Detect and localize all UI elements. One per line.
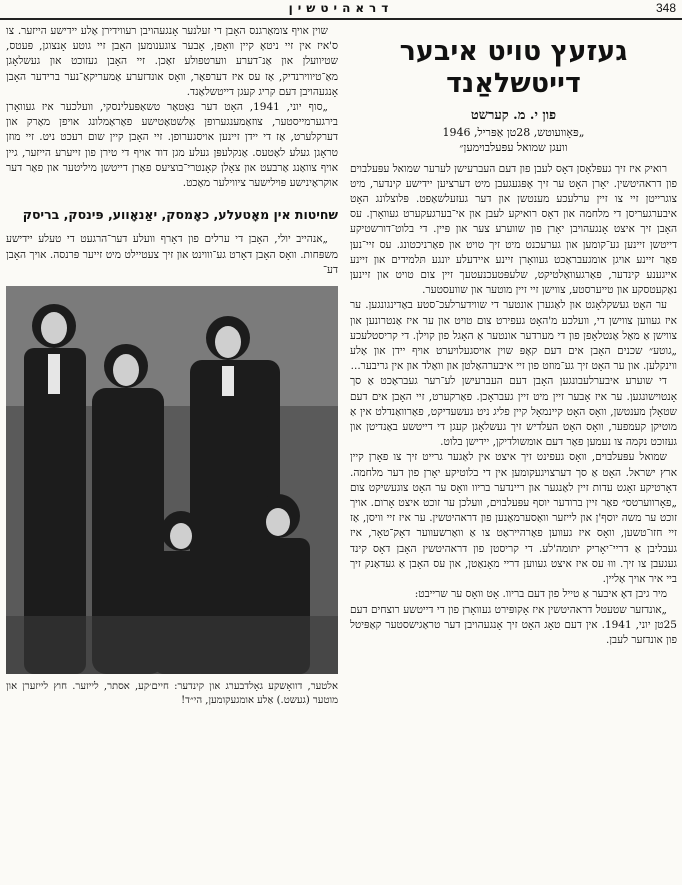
left-paragraph: „סוף יוני, 1941, האָט דער נאַטאַר טשאַפּעלינסקי, וועלכער איז געוואָרן בירגערמייסטער, צוזאַמענגערופן אַלשטאַטישע פאַראַמלונג אויפן מאַרק און דערקלערט, אַז די יידן זיינען אויסגערופן. זיי האָבן קיין שום רעכט ניט. זיי מוזן טראָגן געלע לאַטעס. אַנקלעפּן געלע מגן דוד אויף די טירן פון זייערע הייזער, גיין אויף צוואַנג אַרבעט און צאָלן קאָנטרי־בוציעס פאַרן דייטשן מיליטער און פאַר דער אוקראַינישע פּוילישער ציווילער מאַכט.	[6, 101, 338, 190]
left-column	[6, 24, 338, 880]
article-dedication: וועגן שמואל עפּעלבוימען״	[459, 141, 568, 155]
article-column	[350, 30, 677, 880]
photo-caption: אלטער, דוואָשקע גאָלדבערג און קינדער: חיים׳קע, אסתר, לייזער. חוץ לייזערן און מוטער (געשט.) אַלע אומגעקומען, הי״ד!	[6, 681, 338, 707]
article-paragraph: רואיק איז זיך געפּלאָסן דאָס לעבן פון דעם העברעישן לערער שמואל עפּעלבוים פון דראהיטשין. יאָרן האָט ער זיך אָפּגעגעבן מיט דערציען יידישע קינדער, מיט צוגרייטן זיי צו זיין ערלעכע מענטשן און דער געזעלשאַפט. פּלוצלונג האָט איבערגעריסן די מלחמה און דאָס רואיקע לעבן און אי־בערגעקערט געוואָרן. עס האָבן זיך איצט אָנגעהויבן יאָרן פון שווערע צער און פּיין. די בלוט־דורשטיקע דייטשן זיינען גע־קומען און גערעכנט מיט זיך טויט און פאַרניכטונג. עס זיי־נען פאַר זיינע אויגן אומגעבראַכט געוואָרן זיינע איידעלע יונגע תּלמידים און זיינע אייגענע קינדער, פאַרגעוואַלטיקט, שלעפּטעכנעטעך זיין צום טויט און זיינען נאַקעטסקע און טייערסטע, צווישן זיי זיין מוטער און שוועסטער.	[350, 162, 677, 297]
running-head: דראהיטשין	[288, 1, 394, 15]
page-header	[0, 0, 682, 20]
family-photo	[6, 286, 338, 674]
article-title: געזעץ טויט איבער דייטשלאַנד	[399, 36, 628, 99]
article-paragraph: די שוערע איבערלעבונגען האָבן דעם העברעישן לע־רער געבראַכט אַ סך אָנטוישונגען. ער איז אָבער זיין מיט זיין געבראָכן. פאַרקערט, זיי האָבן אים דעם שטאָלן מענטשן, וואָס האָט קיינמאָל קיין פליג ניט געשעדיקט, פאַרוואַנדלט אין אַ מוטיקן קעמפער, וואָס האָט העלדיש זיך געשלאָגן קעגן די דייטשע באַנדיטן און געזוכט נקמה צו נעמען פאַר דעם אומשולדיקן, יידישן בלוט.	[350, 375, 677, 449]
article-dateline: „פּאָוועוטש, 28טן אַפּריל, 1946	[442, 126, 585, 140]
article-paragraph: שמואל עפּעלבוים, וואָס געפינט זיך איצט אין לאַגער גרייט זיך צו פאָרן קיין ארץ ישראל. האָט אַ סך דערצויגעקומען אין די בלוטיקע יאָרן פון דער מלחמה. דאָרטיקע זאָגט עדות זיין לאַנגער און ריינדער בריוו וואָס ער האָט צוגעשיקט צום „פאָרווערטס״ פאַר זיין ברודער יוסף עפּעלבוים, וועלכן ער זוכט איצט אָרום. אויך זוכט ער משה יוסף'ן און לייזער וואַסערמאַנען פון דראהיטשין. ער איז זיי וויסן, אַז זיי חזו־טשען, וואָס איז געווען פאַרהייראַט צו אַ וואַרשעווער דאָק־טאָר, איז געבליבן אַ דריי־יאָריק יתומה'לע. די קריסטן פון דראהיטשין האָבן דאָס קינד געגעבן צו זיך. וווּ עס איז איצט געווען דריי מאָנאַטן, און עס האָבן אַ געדאַנק זיך ביי איר אויך אַליין.	[350, 451, 677, 586]
article-paragraph: „אונדזער שטעטל דראהיטשין איז אָקופּירט געוואָרן פון די דייטשע רוצחים דעם 25טן יוני, 1941. אין דעם טאָג האָט זיך אָנגעהויבן דער טראַגישסטער קאַפּיטל פון אונדזער לעבן.	[350, 603, 677, 646]
article-paragraph: מיר גיבן דאָ איבער אַ טייל פון דעם בריוו. אָט וואָס ער שרייבט:	[414, 588, 667, 601]
family-photo-illustration	[6, 286, 338, 674]
article-paragraph: ער האָט געשקלאָגט און לאַגערן אונטער די שווידערלעכ־סטע באַדינגונגען. ער איז געווען צווישן די, וועלכע מ'האָט געפירט צום טויט און ער איז אַנטרונען און צווישן אַ מאַל אַנטלאָפן פון די מערדער אונטער אַ האָגל פון קוילן. די קריסטלעכע „גוטע״ שכנים האָבן אים דעם קאָפּ שוין אויסגעלויערט אויף יידן און אַלע ווינקלען. און ער האָט זיך גע־מוזט פון זיי איבערהאַלטן און וואַלד און אין גריבער...	[350, 299, 677, 373]
left-paragraph: שוין אויף צומאַרגנס האָבן די זעלנער אָנגעהויבן רעווידירן אַלע יידישע הייזער. צו ס'איז אין זיי ניטאָ קיין וואָפן, אָבער צוגענומען האָבן זיי גוטע אָנצוגן, פּעטס, שטיוועלן און אַנ־דערע ווערטפולע זאַכן. זיי האָבן געזוכט און געשלאָגן מאַ־טיווירנדיק, אַז עס איז דערפאַר, וואָס אונדזערע אַמעריקאַ־נער ברידער האָבן אָנגעהויבן דעם קריג קעגן דייטשלאַנד.	[6, 25, 338, 98]
section-heading: שחיטות אין מאָטעלע, כאָמסק, יאַנאָווע, פּינסק, בריסק	[22, 207, 338, 223]
section-paragraph: „אנהייב יולי, האָבן די ערלים פון דאָרף וועלע דער־הרגעט די טעלע יידישע משפּחות. וואָס האָבן דאָרט גע־וווינט און זיך צעטיילט מיט זייער פּרנסה. אויך האָבן דע־	[6, 233, 338, 276]
article-byline: פון י. מ. קערשט	[470, 108, 557, 123]
page-number: 348	[655, 1, 676, 15]
